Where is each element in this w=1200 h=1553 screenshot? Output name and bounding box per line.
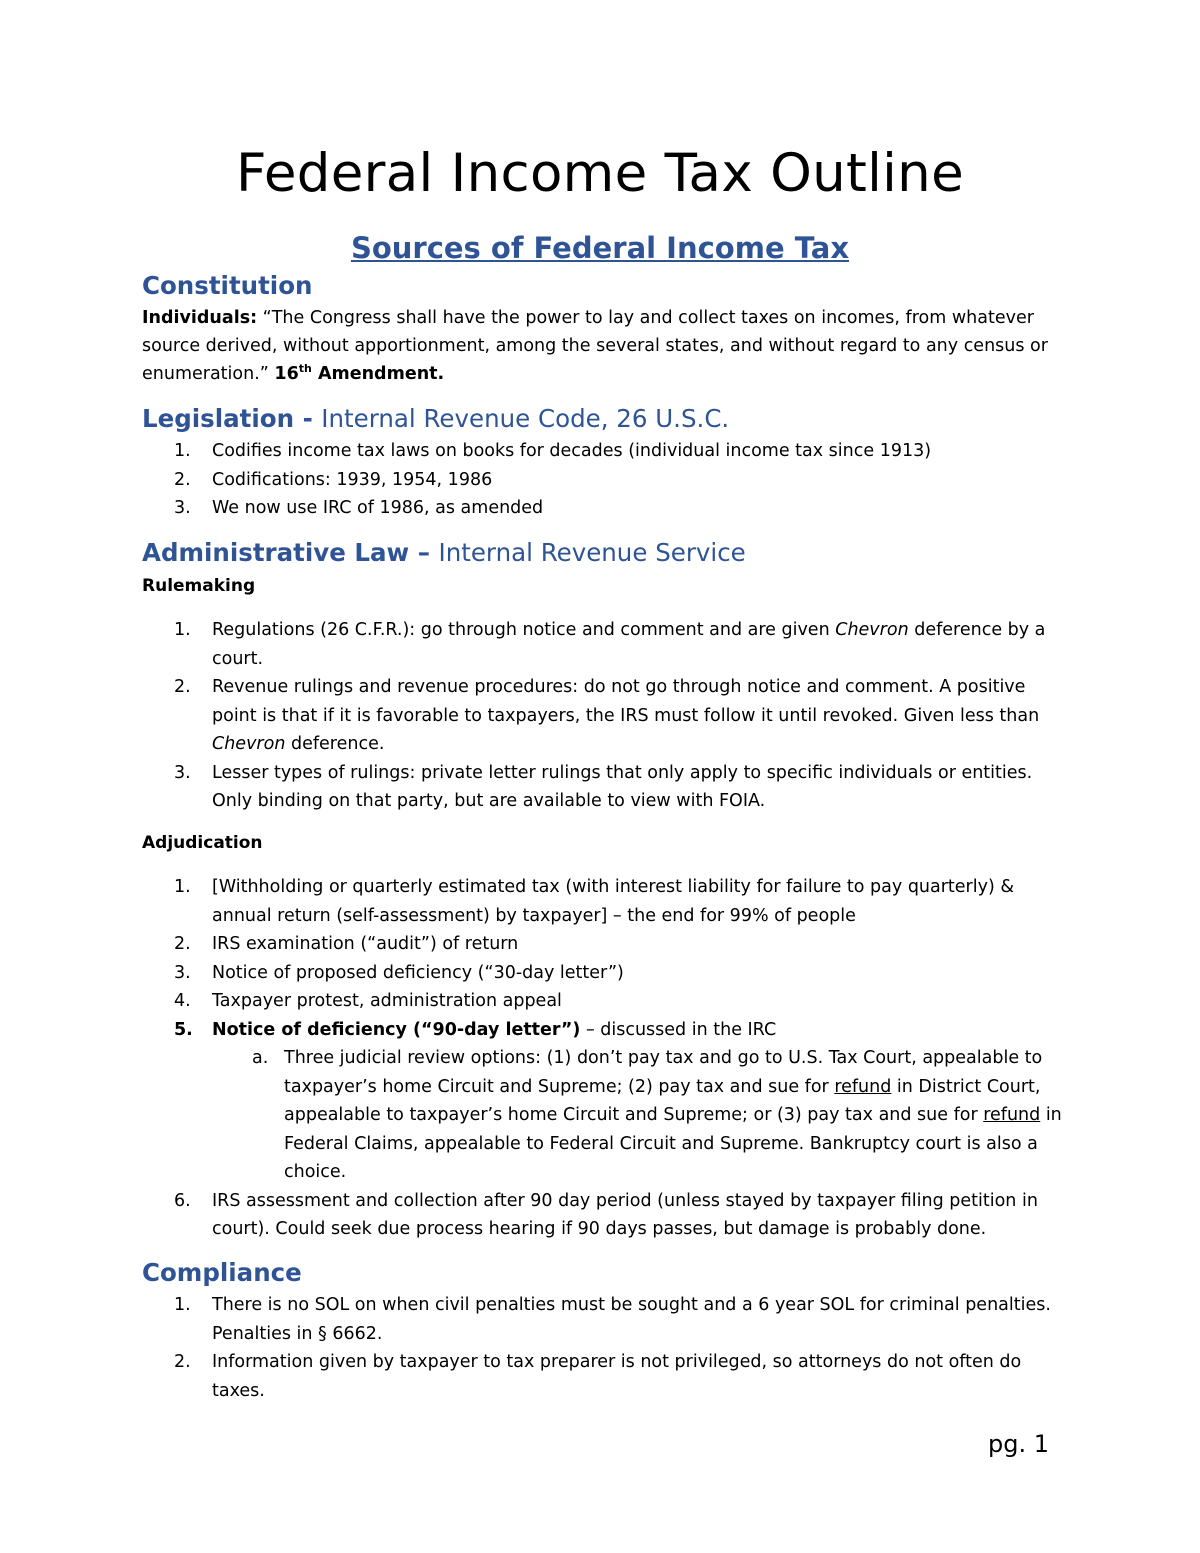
list-item-text: Taxpayer protest, administration appeal [212, 991, 562, 1011]
adjudication-heading: Adjudication [142, 833, 263, 853]
individuals-label: Individuals: [142, 308, 258, 328]
list-item [142, 1016, 1072, 1187]
administrative-law-heading [142, 537, 746, 569]
list-item [142, 466, 1072, 495]
list-item-text-end: deference by a court. [212, 620, 1046, 669]
list-item-italic: Chevron [835, 620, 909, 640]
compliance-heading: Compliance [142, 1258, 302, 1287]
judicial-review-sublist [212, 1044, 1072, 1187]
list-item-text: [Withholding or quarterly estimated tax (with interest liability for failure to pay quarterly) & annual return (self-assessment) by taxpayer] – the end for 99% of people [212, 877, 1015, 926]
list-number: 1. [174, 620, 191, 640]
list-item-text: Information given by taxpayer to tax preparer is not privileged, so attorneys do not often do taxes. [212, 1352, 1022, 1401]
section-title: Sources of Federal Income Tax [350, 231, 850, 265]
legislation-heading [142, 403, 729, 435]
list-item-bold: Notice of deficiency (“90-day letter”) [212, 1019, 581, 1040]
list-number: 5. [174, 1019, 193, 1040]
administrative-heading-label: Administrative Law – [142, 538, 439, 567]
list-item [142, 494, 1072, 523]
constitution-paragraph [142, 304, 1062, 388]
list-item-text: There is no SOL on when civil penalties must be sought and a 6 year SOL for criminal penalties. Penalties in § 6662. [212, 1295, 1051, 1344]
list-item-text: Revenue rulings and revenue procedures: do not go through notice and comment. A positive point is that if it is favorable to taxpayers, the IRS must follow it until revoked. Given less than [212, 677, 1040, 726]
amendment-number: 16 [274, 364, 299, 384]
list-item-text: Codifications: 1939, 1954, 1986 [212, 469, 493, 490]
rulemaking-heading: Rulemaking [142, 576, 256, 596]
list-number: 1. [174, 441, 191, 461]
sublist-letter: a. [252, 1048, 269, 1068]
list-item [142, 673, 1072, 759]
list-number: 1. [174, 1295, 191, 1315]
legislation-subheading: Internal Revenue Code, 26 U.S.C. [321, 404, 730, 433]
list-item [142, 1291, 1072, 1348]
list-item [142, 1348, 1072, 1405]
list-number: 2. [174, 934, 191, 954]
sublist-text: in District Court, appealable to taxpayer’s home Circuit and Supreme; or (3) pay tax and sue for [284, 1076, 1041, 1125]
list-number: 6. [174, 1190, 191, 1211]
document-title: Federal Income Tax Outline [236, 143, 964, 204]
list-item [142, 437, 1072, 466]
list-item [142, 959, 1072, 988]
list-item-text: Lesser types of rulings: private letter rulings that only apply to specific individuals or entities. Only binding on that party, but are available to view with FOIA. [212, 762, 1033, 811]
list-item [142, 987, 1072, 1016]
list-item [142, 930, 1072, 959]
rulemaking-list [142, 616, 1072, 816]
list-item-text: IRS examination (“audit”) of return [212, 934, 519, 954]
list-number: 2. [174, 677, 191, 697]
list-item [142, 759, 1072, 816]
page-number: pg. 1 [988, 1430, 1049, 1458]
list-item-text-end: deference. [285, 734, 385, 754]
list-number: 3. [174, 962, 191, 983]
adjudication-list [142, 873, 1072, 1244]
administrative-subheading: Internal Revenue Service [438, 538, 746, 567]
list-item-text: We now use IRC of 1986, as amended [212, 498, 544, 518]
list-number: 2. [174, 1352, 191, 1372]
refund-underlined: refund [983, 1105, 1041, 1125]
sublist-text: Three judicial review options: (1) don’t pay tax and go to U.S. Tax Court, appealable to taxpayer’s home Circuit and Supreme; (2) pay tax and sue for [284, 1048, 1043, 1097]
amendment-superscript: th [298, 362, 312, 376]
list-item [142, 873, 1072, 930]
list-number: 3. [174, 498, 191, 518]
list-item [142, 616, 1072, 673]
list-item-italic: Chevron [212, 734, 286, 754]
refund-underlined: refund [834, 1076, 892, 1097]
constitution-quote: “The Congress shall have the power to lay and collect taxes on incomes, from whatever source derived, without apportionment, among the several states, and without regard to any census or enumeration.” [142, 308, 1048, 384]
list-number: 1. [174, 877, 191, 897]
compliance-list [142, 1291, 1072, 1405]
list-item-text: Regulations (26 C.F.R.): go through notice and comment and are given [212, 620, 836, 640]
sublist-text: in Federal Claims, appealable to Federal Circuit and Supreme. Bankruptcy court is also a choice. [284, 1105, 1062, 1182]
list-item-text: Notice of proposed deficiency (“30-day letter”) [212, 962, 624, 983]
list-item [142, 1187, 1072, 1244]
constitution-heading: Constitution [142, 271, 313, 300]
legislation-list [142, 437, 1072, 523]
list-number: 3. [174, 762, 191, 783]
list-item-text: Codifies income tax laws on books for decades (individual income tax since 1913) [212, 441, 932, 461]
legislation-heading-label: Legislation - [142, 404, 322, 433]
list-number: 2. [174, 469, 191, 490]
list-item-text: – discussed in the IRC [580, 1019, 777, 1040]
sublist-item [212, 1044, 1072, 1187]
list-item-text: IRS assessment and collection after 90 day period (unless stayed by taxpayer filing petition in court). Could seek due process hearing if 90 days passes, but damage is probably done. [212, 1190, 1038, 1239]
list-number: 4. [174, 991, 191, 1011]
amendment-label: Amendment. [311, 364, 445, 384]
